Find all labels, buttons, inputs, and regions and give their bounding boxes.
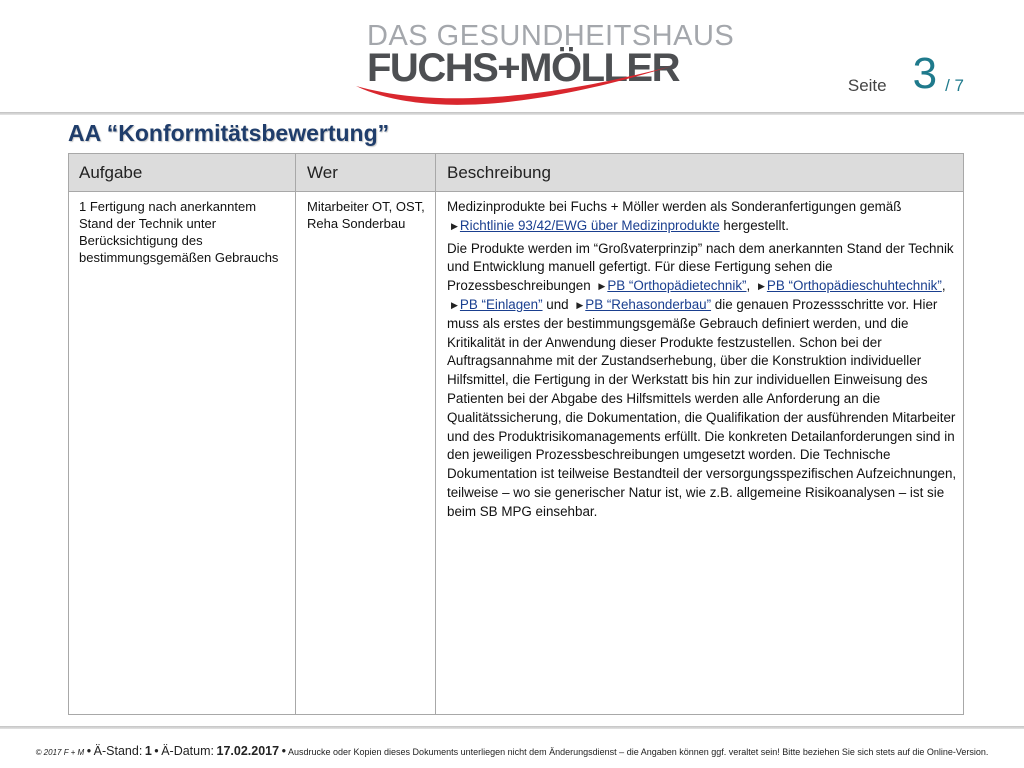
description-text: Die Produkte werden im “Großvaterprinzip” nach dem anerkannten Stand der Technik und Entwicklung manuell gefertigt. Für diese Fertigung sehen die Prozessbeschreibungen: [447, 240, 954, 294]
description-text: die genauen Prozessschritte vor. Hier muss als erstes der bestimmungsgemäße Gebrauch definiert werden, und die Kritikalität in der Anwendung dieser Produkte festzustellen. Schon bei der Auftragsannahme mit der Zustandserhebung, über die Konstruktion individueller Hilfsmittel, die Fertigung in der Werkstatt bis hin zur individuellen Einweisung des Patienten bei der Abgabe des Hilfsmittels werden alle Anforderung an die Qualitätssicherung, die Dokumentation, die Qualifikation der ausführenden Mitarbeiter und des Produktrisikomanagements erfüllt. Die konkreten Detailanforderungen sind in den jeweiligen Prozessbeschreibungen umgesetzt worden. Die Technische Dokumentation ist teilweise Bestandteil der versorgungsspezifischen Aufzeichnungen, teilweise – wo sie generischer Natur ist, wie z.B. allgemeine Risikoanalysen – ist sie beim SB MPG einsehbar.: [447, 296, 957, 519]
column-divider: [435, 154, 436, 714]
description-paragraph-1: [447, 198, 957, 236]
footer-stand-value: 1: [144, 744, 152, 758]
description-text: ,: [941, 278, 946, 294]
cell-wer: Mitarbeiter OT, OST, Reha Sonderbau: [307, 199, 425, 231]
page-indicator: [847, 49, 964, 100]
footer: [0, 744, 1024, 758]
header-beschreibung: Beschreibung: [447, 163, 551, 182]
link-richtlinie[interactable]: Richtlinie 93/42/EWG über Medizinprodukte: [459, 217, 720, 233]
logo-swoosh-icon: [350, 54, 680, 114]
footer-bullet: •: [154, 744, 159, 758]
cell-aufgabe: 1 Fertigung nach anerkanntem Stand der Technik unter Berücksichtigung des bestimmungsgemäßen Gebrauchs: [79, 199, 279, 265]
footer-datum-value: 17.02.2017: [216, 744, 280, 758]
page-current: 3: [912, 49, 938, 98]
column-divider: [295, 154, 296, 714]
header-aufgabe: Aufgabe: [79, 163, 143, 182]
company-logo: [340, 14, 735, 114]
link-pb-einlagen[interactable]: PB “Einlagen”: [459, 296, 543, 312]
link-arrow-icon: ▶: [576, 299, 584, 310]
logo-wordmark: FUCHS+MÖLLER: [367, 46, 679, 90]
link-arrow-icon: ▶: [451, 220, 458, 231]
link-pb-rehasonderbau[interactable]: PB “Rehasonderbau”: [585, 296, 712, 312]
link-pb-orthopaedietechnik[interactable]: PB “Orthopädietechnik”: [607, 278, 747, 294]
header-wer: Wer: [307, 163, 338, 182]
cell-beschreibung: [447, 198, 957, 526]
slide-title: AA “Konformitätsbewertung”: [68, 120, 390, 146]
header-divider: [0, 112, 1024, 115]
footer-divider: [0, 726, 1024, 729]
logo-tagline: DAS GESUNDHEITSHAUS: [367, 20, 735, 52]
description-text: und: [542, 296, 573, 312]
page-label: Seite: [847, 76, 887, 95]
description-paragraph-2: [447, 240, 957, 522]
description-text: hergestellt.: [719, 217, 789, 233]
footer-datum-label: Ä-Datum:: [161, 744, 214, 758]
footer-bullet: •: [281, 744, 286, 758]
page-total: / 7: [945, 76, 964, 95]
link-arrow-icon: ▶: [757, 281, 765, 292]
link-pb-orthopaedieschuhtechnik[interactable]: PB “Orthopädieschuhtechnik”: [766, 278, 942, 294]
description-text: Medizinprodukte bei Fuchs + Möller werden als Sonderanfertigungen gemäß: [447, 199, 902, 214]
footer-copyright: © 2017 F + M: [35, 748, 85, 757]
process-table: [68, 153, 964, 715]
description-text: ,: [746, 278, 751, 294]
link-arrow-icon: ▶: [451, 299, 458, 310]
footer-notice: Ausdrucke oder Kopien dieses Dokuments unterliegen nicht dem Änderungsdienst – die Angaben können ggf. veraltet sein! Bitte beziehen Sie sich stets auf die Online-Version.: [287, 747, 989, 757]
link-arrow-icon: ▶: [598, 281, 606, 292]
footer-bullet: •: [86, 744, 92, 758]
footer-stand-label: Ä-Stand:: [93, 744, 143, 758]
